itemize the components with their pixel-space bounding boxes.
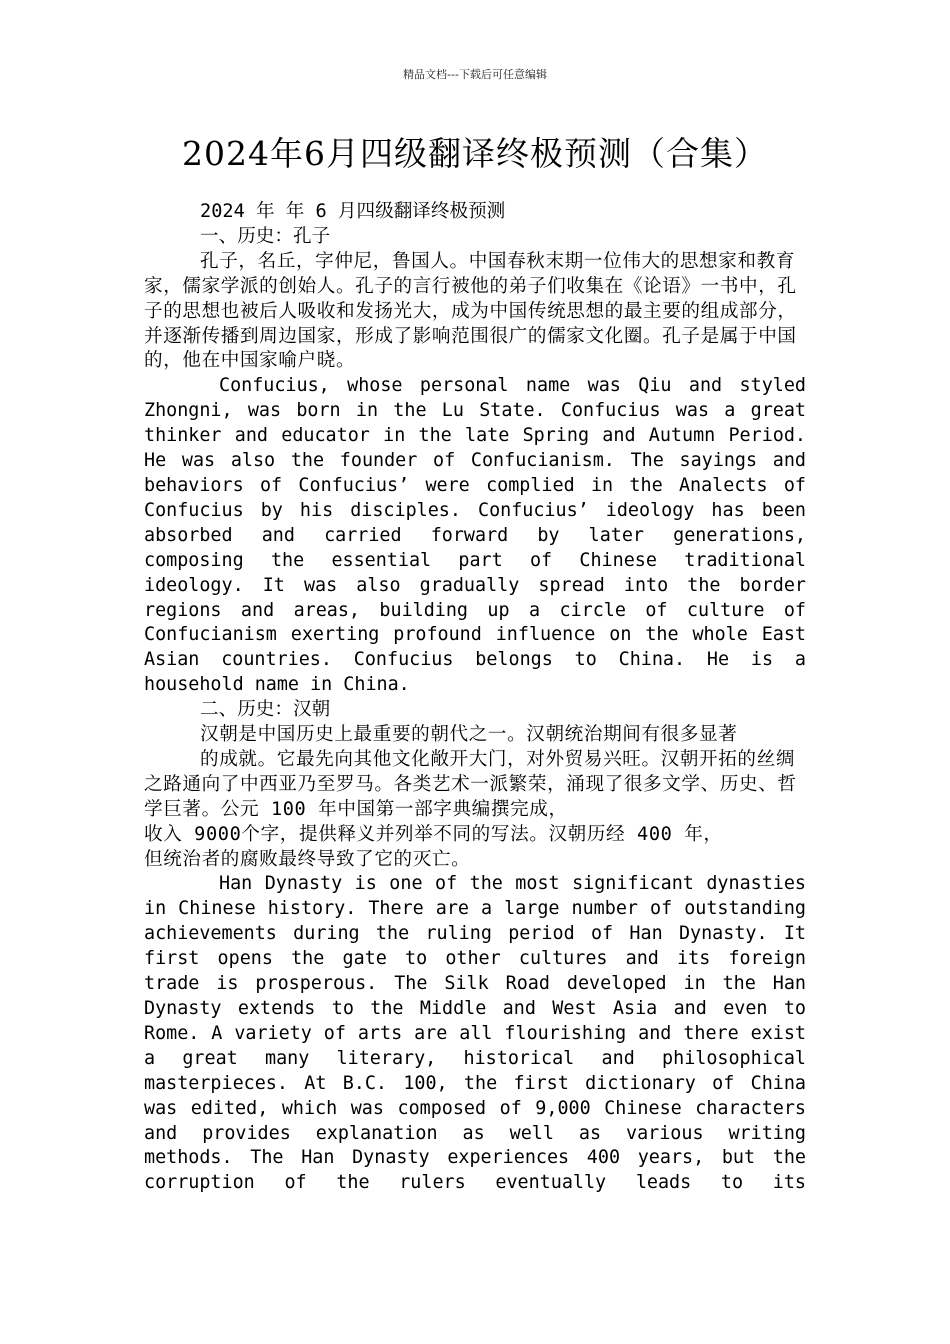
chinese-paragraph-han-part1: 的成就。它最先向其他文化敞开大门，对外贸易兴旺。汉朝开拓的丝绸之路通向了中西亚乃至罗马。各类艺术一派繁荣，涌现了很多文学、历史、哲学巨著。公元 100 年中国第一部字典编撰完成， [144,748,797,820]
document-body [144,200,806,1196]
document-subtitle: 2024 年 年 6 月四级翻译终极预测 [200,201,506,222]
section-heading-han: 二、历史：汉朝 [200,699,331,721]
english-paragraph-confucius: Confucius, whose personal name was Qiu and styled Zhongni, was born in the Lu State. Confucius was a great thinker and educator in the late Spring and Autumn Period. He was also the founder of Confucianism. The sayings and behaviors of Confucius’ were complied in the Analects of Confucius by his disciples. Confucius’ ideology has been absorbed and carried forward by later generations, composing the essential part of Chinese traditional ideology. It was also gradually spread into the border regions and areas, building up a circle of culture of Confucianism exerting profound influence on the whole East Asian countries. Confucius belongs to China. He is a household name in China. [144,375,806,696]
english-paragraph-han: Han Dynasty is one of the most significant dynasties in Chinese history. There are a large number of outstanding achievements during the ruling period of Han Dynasty. It first opens the gate to other cultures and its foreign trade is prosperous. The Silk Road developed in the Han Dynasty extends to the Middle and West Asia and even to Rome. A variety of arts are all flourishing and there exist a great many literary, historical and philosophical masterpieces. At B.C. 100, the first dictionary of China was edited, which was composed of 9,000 Chinese characters and provides explanation as well as various writing methods. The Han Dynasty experiences 400 years, but the corruption of the rulers eventually leads to its [144,873,806,1194]
chinese-paragraph-han-part3: 但统治者的腐败最终导致了它的灭亡。 [144,848,471,870]
section-heading-confucius: 一、历史：孔子 [200,225,331,247]
page-header: 精品文档---下载后可任意编辑 [403,68,547,81]
chinese-paragraph-han-line1: 汉朝是中国历史上最重要的朝代之一。汉朝统治期间有很多显著 [200,724,738,746]
chinese-paragraph-han-part2: 收入 9000个字，提供释义并列举不同的写法。汉朝历经 400 年， [144,823,723,845]
chinese-paragraph-confucius: 孔子，名丘，字仲尼，鲁国人。中国春秋末期一位伟大的思想家和教育家，儒家学派的创始人。孔子的言行被他的弟子们收集在《论语》一书中，孔子的思想也被后人吸收和发扬光大，成为中国传统思想的最主要的组成部分，并逐渐传播到周边国家，形成了影响范围很广的儒家文化圈。孔子是属于中国的，他在中国家喻户晓。 [144,250,797,372]
document-title: 2024年6月四级翻译终极预测（合集） [182,134,768,173]
